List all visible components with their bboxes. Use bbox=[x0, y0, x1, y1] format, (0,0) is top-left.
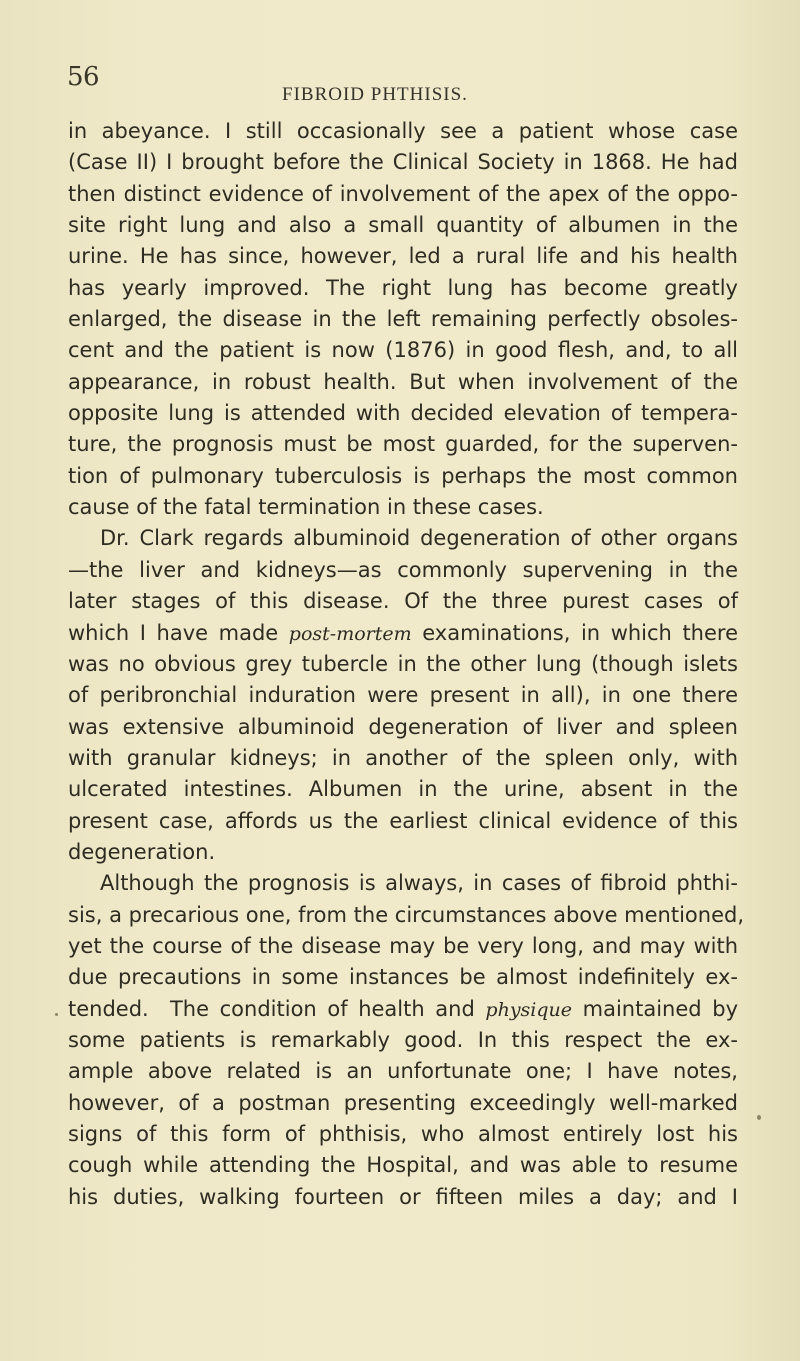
text-line: sis, a precarious one, from the circumstances above mentioned, bbox=[68, 902, 745, 927]
text-segment: maintained by bbox=[572, 996, 738, 1021]
text-line bbox=[68, 618, 738, 649]
text-line: has yearly improved. The right lung has become greatly bbox=[68, 275, 738, 300]
text-line: his duties, walking fourteen or fifteen miles a day; and I bbox=[68, 1184, 738, 1209]
text-line: then distinct evidence of involvement of the apex of the oppo- bbox=[68, 181, 738, 206]
text-line: ture, the prognosis must be most guarded, for the superven- bbox=[68, 432, 738, 457]
italic-term: physique bbox=[485, 998, 573, 1021]
text-line: degeneration. bbox=[68, 839, 216, 864]
text-line: with granular kidneys; in another of the spleen only, with bbox=[68, 745, 738, 770]
text-line: was extensive albuminoid degeneration of liver and spleen bbox=[68, 714, 738, 739]
text-line: urine. He has since, however, led a rural life and his health bbox=[68, 244, 738, 269]
text-line: ample above related is an unfortunate one; I have notes, bbox=[68, 1059, 738, 1084]
text-line: site right lung and also a small quantity of albumen in the bbox=[68, 213, 738, 238]
text-line: some patients is remarkably good. In this respect the ex- bbox=[68, 1027, 738, 1052]
italic-term: post-mortem bbox=[288, 622, 412, 645]
text-line: ulcerated intestines. Albumen in the urine, absent in the bbox=[68, 777, 738, 802]
paper-speck bbox=[757, 1115, 761, 1120]
text-line: cough while attending the Hospital, and was able to resume bbox=[68, 1153, 738, 1178]
text-segment: examinations, in which there bbox=[411, 620, 738, 645]
text-line: however, of a postman presenting exceedingly well-marked bbox=[68, 1090, 738, 1115]
running-head: FIBROID PHTHISIS. bbox=[282, 84, 468, 105]
text-line bbox=[68, 994, 738, 1025]
text-line: —the liver and kidneys—as commonly supervening in the bbox=[68, 557, 738, 582]
text-line: signs of this form of phthisis, who almost entirely lost his bbox=[68, 1122, 738, 1146]
text-line: cent and the patient is now (1876) in good flesh, and, to all bbox=[68, 338, 738, 363]
text-segment: tended. The condition of health and bbox=[68, 996, 486, 1021]
text-line: opposite lung is attended with decided elevation of tempera- bbox=[68, 401, 738, 426]
text-line: of peribronchial induration were present in all), in one there bbox=[68, 683, 738, 708]
text-line: due precautions in some instances be almost indefinitely ex- bbox=[68, 965, 738, 990]
text-line: enlarged, the disease in the left remaining perfectly obsoles- bbox=[68, 307, 738, 332]
text-line: in abeyance. I still occasionally see a patient whose case bbox=[68, 119, 738, 143]
text-line: was no obvious grey tubercle in the other lung (though islets bbox=[68, 651, 738, 676]
text-segment: which I have made bbox=[68, 620, 289, 645]
paper-speck bbox=[55, 1013, 58, 1016]
text-line: present case, affords us the earliest clinical evidence of this bbox=[68, 808, 738, 833]
page-number: 56 bbox=[67, 62, 100, 92]
text-line: Although the prognosis is always, in cases of fibroid phthi- bbox=[100, 871, 738, 896]
text-line: later stages of this disease. Of the three purest cases of bbox=[68, 589, 738, 614]
text-line: appearance, in robust health. But when involvement of the bbox=[68, 369, 738, 394]
text-line: tion of pulmonary tuberculosis is perhaps the most common bbox=[68, 463, 738, 488]
body-text bbox=[68, 116, 745, 1213]
text-line: yet the course of the disease may be very long, and may with bbox=[68, 933, 738, 958]
text-line: (Case II) I brought before the Clinical Society in 1868. He had bbox=[68, 150, 738, 175]
text-line: cause of the fatal termination in these cases. bbox=[68, 495, 544, 520]
text-line: Dr. Clark regards albuminoid degeneration of other organs bbox=[100, 526, 738, 551]
